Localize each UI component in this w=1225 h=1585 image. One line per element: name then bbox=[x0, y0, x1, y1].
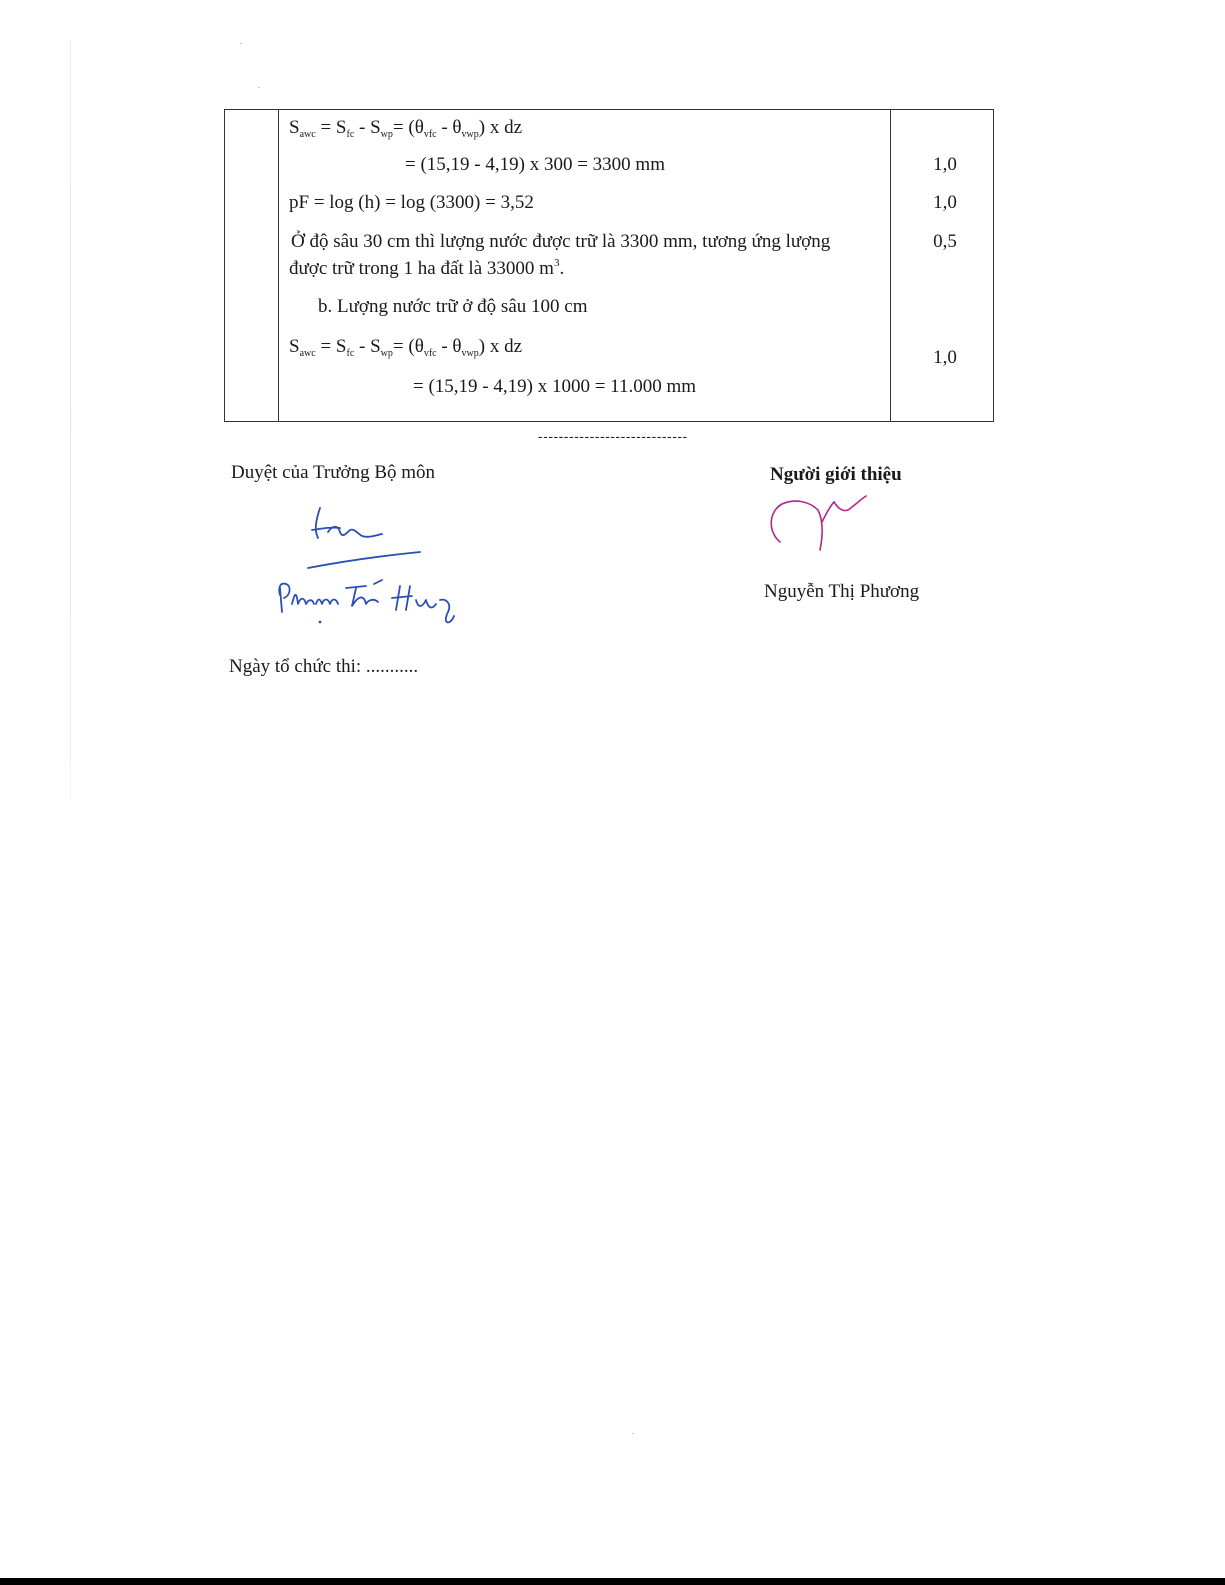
column-divider bbox=[278, 110, 279, 421]
formula-line: $S_{awc} = S_{fc} - S_{wp}= (\theta_{vfc} - \theta_{vwp})$ x dz bbox=[289, 336, 523, 359]
scan-bottom-border bbox=[0, 1578, 1225, 1585]
calculation-line: = (15,19 - 4,19) x 1000 = 11.000 mm bbox=[413, 376, 697, 397]
calculation-line: = (15,19 - 4,19) x 300 = 3300 mm bbox=[405, 154, 665, 175]
score-value: 0,5 bbox=[933, 231, 957, 252]
scan-speck bbox=[632, 1433, 634, 1434]
approval-label: Duyệt của Trưởng Bộ môn bbox=[231, 462, 436, 483]
introducer-signature bbox=[762, 492, 872, 554]
pf-line: pF = log (h) = log (3300) = 3,52 bbox=[289, 192, 534, 213]
exam-date: Ngày tổ chức thi: ........... bbox=[229, 656, 419, 677]
formula-line: $S_{awc} = S_{fc} - S_{wp}= (\theta_{vfc} - \theta_{vwp})$ x dz bbox=[289, 117, 523, 140]
introducer-label: Người giới thiệu bbox=[770, 464, 902, 485]
scan-speck bbox=[240, 43, 242, 44]
conclusion-line: được trữ trong 1 ha đất là 33000 $m^3$. bbox=[289, 257, 565, 279]
scan-speck bbox=[258, 87, 260, 88]
answer-table bbox=[224, 109, 994, 422]
score-value: 1,0 bbox=[933, 192, 957, 213]
score-value: 1,0 bbox=[933, 154, 957, 175]
separator-line: ----------------------------- bbox=[538, 428, 688, 444]
introducer-name: Nguyễn Thị Phương bbox=[764, 581, 920, 602]
score-value: 1,0 bbox=[933, 347, 957, 368]
conclusion-line: Ở độ sâu 30 cm thì lượng nước được trữ là 3300 mm, tương ứng lượng bbox=[291, 231, 831, 252]
approval-signature bbox=[270, 500, 480, 635]
column-divider bbox=[890, 110, 891, 421]
subquestion-heading: b. Lượng nước trữ ở độ sâu 100 cm bbox=[318, 296, 588, 317]
scan-edge bbox=[70, 40, 71, 800]
